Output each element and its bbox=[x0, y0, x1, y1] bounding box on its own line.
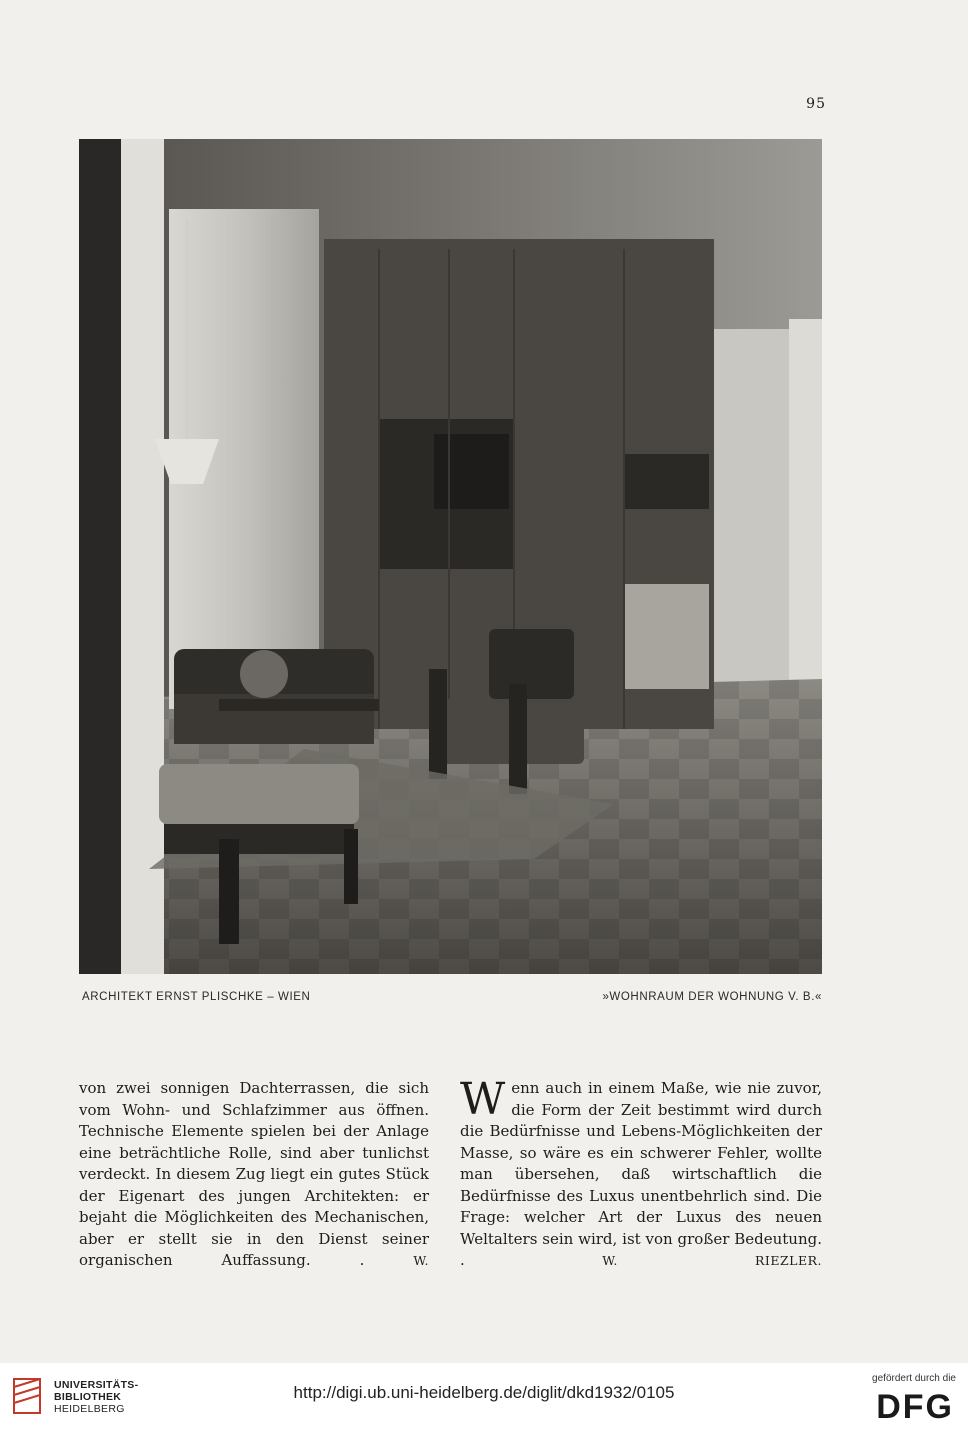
library-name-line1: UNIVERSITÄTS- bbox=[54, 1379, 139, 1391]
living-room-photo bbox=[79, 139, 822, 974]
funding-note: gefördert durch die bbox=[872, 1373, 956, 1384]
caption-room-title: »WOHNRAUM DER WOHNUNG V. B.« bbox=[602, 991, 822, 1003]
paragraph-right-body: enn auch in einem Maße, wie nie zuvor, die Form der Zeit bestimmt wird durch die Bedürfnisse und Lebens-Möglichkeiten der Masse, so wäre es ein schwerer Fehler, wollte man übersehen, daß wirtschaftlich die Bedürfnisse des Luxus unentbehrlich sind. Die Frage: welcher Art der Luxus des neuen Weltalters sein wird, ist von großer Bedeutung. . bbox=[460, 1079, 822, 1269]
interior-photograph bbox=[79, 139, 822, 974]
text-column-right bbox=[460, 1074, 822, 1272]
digitization-footer bbox=[0, 1363, 968, 1433]
signature-right: W. RIEZLER. bbox=[602, 1253, 822, 1268]
dfg-logo: DFG bbox=[876, 1388, 954, 1426]
caption-architect: ARCHITEKT ERNST PLISCHKE – WIEN bbox=[82, 991, 311, 1003]
library-name-line3: HEIDELBERG bbox=[54, 1403, 125, 1415]
paragraph-left-body: von zwei sonnigen Dachterrassen, die sich vom Wohn- und Schlafzimmer aus öffnen. Technische Elemente spielen bei der Anlage eine beträchtliche Rolle, sind aber tunlichst verdeckt. In diesem Zug liegt ein gutes Stück der Eigenart des jungen Architekten: er bejaht die Möglichkeiten des Mechanischen, aber er stellt sie in den Dienst seiner organischen Auffassung. . bbox=[79, 1079, 429, 1269]
drop-cap-initial: W bbox=[460, 1074, 506, 1125]
library-name-line2: BIBLIOTHEK bbox=[54, 1391, 122, 1403]
source-url-link[interactable]: http://digi.ub.uni-heidelberg.de/diglit/dkd1932/0105 bbox=[293, 1383, 675, 1402]
paragraph-left bbox=[79, 1078, 429, 1272]
text-column-left bbox=[79, 1078, 429, 1272]
paragraph-right bbox=[460, 1074, 822, 1272]
signature-left: W. bbox=[413, 1253, 429, 1268]
page-number: 95 bbox=[806, 96, 826, 112]
